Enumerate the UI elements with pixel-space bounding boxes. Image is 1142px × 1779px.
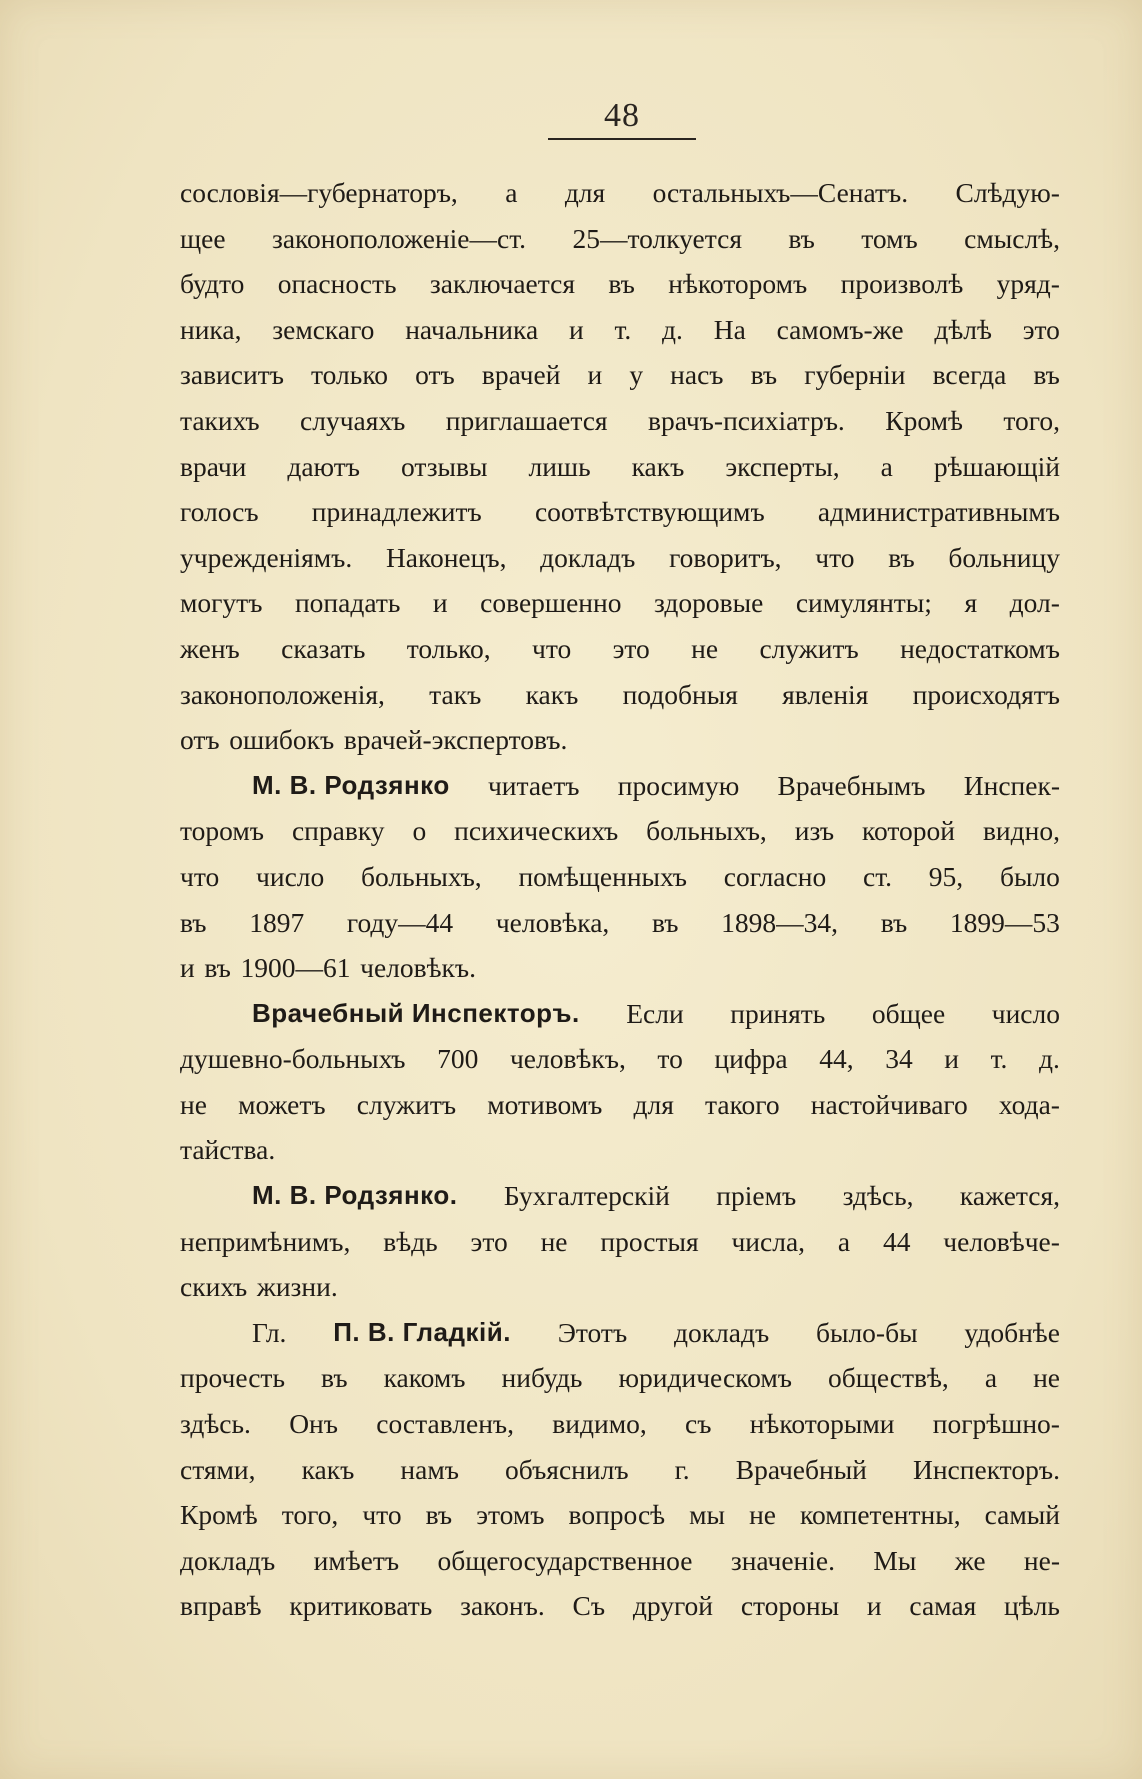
- word: говоритъ,: [669, 541, 782, 573]
- word: психическихъ: [454, 815, 619, 847]
- word: земскаго: [272, 313, 375, 345]
- word: а: [505, 177, 518, 208]
- word: начальника: [405, 313, 539, 345]
- word: ошибокъ: [229, 724, 335, 756]
- word: тайства.: [180, 1134, 276, 1166]
- text-line: [180, 1082, 1060, 1128]
- word: только: [311, 359, 389, 391]
- word: ст.: [862, 860, 893, 892]
- word: душевно-больныхъ: [180, 1043, 406, 1075]
- text-line: [180, 1447, 1060, 1493]
- word: человѣкъ.: [360, 952, 477, 984]
- text-line: [180, 1583, 1060, 1629]
- word: прочесть: [180, 1362, 285, 1394]
- speaker-name: П. В. Гладкій.: [333, 1316, 511, 1347]
- word: т.: [990, 1043, 1008, 1075]
- word: я: [964, 587, 978, 619]
- text-line: [180, 991, 1060, 1037]
- word: пріемъ: [716, 1180, 797, 1212]
- text-line: [180, 1127, 1060, 1173]
- text-line: [180, 1310, 1060, 1356]
- word: административнымъ: [817, 496, 1060, 528]
- word: докладъ: [180, 1544, 276, 1576]
- word: только,: [406, 632, 491, 664]
- text-line: [180, 489, 1060, 535]
- word: того,: [281, 1499, 339, 1531]
- word: происходятъ: [912, 678, 1060, 710]
- speaker-name: М. В. Родзянко: [252, 769, 450, 800]
- word: жизни.: [256, 1271, 338, 1303]
- word: что: [815, 541, 855, 573]
- word: непримѣнимъ,: [180, 1225, 351, 1257]
- speaker-name: М. В. Родзянко.: [252, 1180, 458, 1211]
- word: а: [837, 1225, 851, 1257]
- word: нибудь: [501, 1362, 583, 1394]
- word: врачей: [481, 359, 561, 391]
- word: обществѣ,: [827, 1362, 949, 1394]
- text-line: [180, 626, 1060, 672]
- word: нѣкоторыми: [749, 1408, 895, 1440]
- word: и: [568, 313, 584, 345]
- speaker-prefix: Гл.: [252, 1316, 287, 1348]
- word: общегосударственное: [437, 1544, 693, 1576]
- word: году—44: [346, 906, 454, 938]
- word: это: [470, 1225, 508, 1257]
- word: и: [866, 1590, 882, 1622]
- word: здѣсь,: [842, 1180, 914, 1212]
- word: 1898—34,: [721, 906, 839, 938]
- page-header: [548, 96, 696, 140]
- word: какъ: [301, 1453, 355, 1485]
- text-line: [180, 1173, 1060, 1219]
- word: общее: [871, 997, 946, 1029]
- word: учрежденіямъ.: [180, 541, 353, 573]
- text-line: [180, 170, 1060, 216]
- word: въ: [888, 541, 915, 573]
- word: мотивомъ: [487, 1088, 603, 1120]
- word: а: [880, 450, 893, 482]
- word: Кромѣ: [180, 1499, 258, 1531]
- word: вопросѣ: [568, 1499, 666, 1531]
- text-line: [180, 216, 1060, 262]
- word: соотвѣтствующимъ: [534, 496, 765, 528]
- word: видимо,: [552, 1408, 647, 1440]
- word: не: [691, 632, 719, 664]
- word: въ: [1033, 359, 1060, 391]
- word: докладъ: [540, 541, 636, 573]
- word: уряд-: [996, 268, 1060, 300]
- text-line: [180, 1538, 1060, 1584]
- word: видно,: [982, 815, 1060, 847]
- word: число: [991, 997, 1060, 1029]
- word: 44,: [819, 1043, 854, 1075]
- word: 1900—61: [240, 952, 351, 984]
- text-line: [180, 672, 1060, 718]
- word: врачей-экспертовъ.: [343, 724, 568, 756]
- word: какомъ: [383, 1362, 466, 1394]
- word: мы: [689, 1499, 726, 1531]
- word: для: [564, 177, 606, 208]
- word: цифра: [714, 1043, 788, 1075]
- text-line: [180, 945, 1060, 991]
- word: принадлежитъ: [311, 496, 482, 528]
- word: стями,: [180, 1453, 256, 1485]
- text-line: [180, 261, 1060, 307]
- word: насъ: [670, 359, 724, 391]
- word: служитъ: [759, 632, 859, 664]
- word: отъ: [415, 359, 455, 391]
- word: въ: [608, 268, 635, 300]
- word: что: [180, 860, 220, 892]
- word: въ: [180, 906, 207, 938]
- word: самомъ-же: [776, 313, 904, 345]
- word: можетъ: [238, 1088, 326, 1120]
- word: Инспек-: [963, 769, 1060, 801]
- word: въ: [425, 1499, 453, 1531]
- word: здѣсь.: [180, 1408, 251, 1440]
- word: Врачебнымъ: [777, 769, 926, 801]
- word: Слѣдую-: [955, 177, 1060, 208]
- word: остальныхъ—Сенатъ.: [652, 177, 909, 208]
- word: объяснилъ: [505, 1453, 629, 1485]
- word: ника,: [180, 313, 242, 345]
- word: справку: [291, 815, 385, 847]
- word: т.: [614, 313, 632, 345]
- word: г.: [674, 1453, 690, 1485]
- word: помѣщенныхъ: [518, 860, 687, 892]
- word: больницу: [948, 541, 1060, 573]
- word: какъ: [631, 450, 685, 482]
- word: рѣшающій: [933, 450, 1060, 482]
- text-line: [180, 1355, 1060, 1401]
- word: такого: [705, 1088, 780, 1120]
- text-line: [180, 1264, 1060, 1310]
- word: не: [749, 1499, 777, 1531]
- word: Съ: [572, 1590, 606, 1622]
- word: лишь: [528, 450, 591, 482]
- word: Если: [626, 997, 684, 1029]
- speaker-name: Врачебный Инспекторъ.: [252, 997, 580, 1028]
- word: здоровые: [654, 587, 764, 619]
- word: Врачебный: [735, 1453, 867, 1485]
- word: самая: [909, 1590, 977, 1622]
- word: томъ: [861, 222, 918, 254]
- word: изъ: [794, 815, 835, 847]
- word: намъ: [400, 1453, 459, 1485]
- word: Этотъ: [557, 1316, 628, 1348]
- word: щее: [180, 222, 226, 254]
- word: значеніе.: [730, 1544, 835, 1576]
- word: въ: [750, 359, 778, 391]
- word: Инспекторъ.: [912, 1453, 1060, 1485]
- word: Кромѣ: [885, 404, 963, 436]
- word: число: [256, 860, 325, 892]
- word: отзывы: [400, 450, 488, 482]
- word: не: [540, 1225, 568, 1257]
- word: для: [633, 1088, 674, 1120]
- word: служитъ: [356, 1088, 457, 1120]
- word: сословія—губернаторъ,: [180, 177, 458, 208]
- word: этомъ: [476, 1499, 545, 1531]
- text-line: [180, 1492, 1060, 1538]
- word: которой: [862, 815, 955, 847]
- text-line: [180, 1401, 1060, 1447]
- word: имѣетъ: [313, 1544, 400, 1576]
- word: эксперты,: [725, 450, 840, 482]
- word: 44: [882, 1225, 911, 1257]
- word: въ: [204, 952, 231, 984]
- word: 34: [885, 1043, 913, 1075]
- text-line: [180, 352, 1060, 398]
- word: это: [1022, 313, 1060, 345]
- word: человѣкъ,: [509, 1043, 626, 1075]
- word: что: [362, 1499, 402, 1531]
- word: погрѣшно-: [932, 1408, 1060, 1440]
- page-number: 48: [604, 97, 640, 134]
- word: кажется,: [959, 1180, 1060, 1212]
- word: торомъ: [180, 815, 265, 847]
- word: хода-: [998, 1088, 1060, 1120]
- word: другой: [632, 1590, 714, 1622]
- word: губерніи: [804, 359, 906, 391]
- word: согласно: [723, 860, 827, 892]
- text-line: [180, 307, 1060, 353]
- word: числа,: [731, 1225, 806, 1257]
- word: Онъ: [289, 1408, 338, 1440]
- word: компетентны,: [800, 1499, 961, 1531]
- word: человѣче-: [943, 1225, 1060, 1257]
- word: того,: [1003, 404, 1060, 436]
- word: о: [412, 815, 427, 847]
- word: такъ: [429, 678, 482, 710]
- word: было: [999, 860, 1060, 892]
- word: съ: [685, 1408, 712, 1440]
- word: человѣка,: [495, 906, 610, 938]
- text-line: [180, 398, 1060, 444]
- word: больныхъ,: [646, 815, 767, 847]
- word: 1899—53: [949, 906, 1060, 938]
- word: всегда: [932, 359, 1007, 391]
- word: вправѣ: [180, 1590, 262, 1622]
- text-line: [180, 535, 1060, 581]
- word: читаетъ: [487, 769, 580, 801]
- word: законоположеніе—ст.: [271, 222, 527, 254]
- word: врачъ-психіатръ.: [648, 404, 845, 436]
- word: дѣлѣ: [934, 313, 992, 345]
- word: Мы: [873, 1544, 917, 1576]
- word: въ: [880, 906, 908, 938]
- word: сказать: [281, 632, 366, 664]
- word: принять: [730, 997, 826, 1029]
- header-rule: [548, 138, 696, 140]
- word: удобнѣе: [964, 1316, 1060, 1348]
- word: у: [629, 359, 644, 391]
- word: д.: [1039, 1043, 1060, 1075]
- word: недостаткомъ: [900, 632, 1060, 664]
- word: скихъ: [180, 1271, 248, 1303]
- word: могутъ: [180, 587, 263, 619]
- word: совершенно: [480, 587, 622, 619]
- word: нѣкоторомъ: [668, 268, 808, 300]
- text-line: [180, 808, 1060, 854]
- word: такихъ: [180, 404, 260, 436]
- word: заключается: [429, 268, 575, 300]
- word: произволѣ: [840, 268, 964, 300]
- word: какъ: [525, 678, 579, 710]
- word: врачи: [180, 450, 247, 482]
- word: просимую: [617, 769, 740, 801]
- word: цѣль: [1004, 1590, 1060, 1622]
- word: докладъ: [673, 1316, 770, 1348]
- word: же: [954, 1544, 986, 1576]
- word: симулянты;: [795, 587, 932, 619]
- word: приглашается: [445, 404, 608, 436]
- word: не: [180, 1088, 207, 1120]
- word: законоположенія,: [180, 678, 385, 710]
- body-text: [180, 170, 1060, 1629]
- word: 95,: [928, 860, 964, 892]
- word: зависитъ: [180, 359, 284, 391]
- text-line: [180, 900, 1060, 946]
- word: въ: [321, 1362, 348, 1394]
- word: больныхъ,: [361, 860, 482, 892]
- word: смыслѣ,: [964, 222, 1060, 254]
- word: и: [432, 587, 448, 619]
- word: На: [713, 313, 746, 345]
- word: явленія: [782, 678, 869, 710]
- word: 1897: [249, 906, 305, 938]
- word: опасность: [277, 268, 397, 300]
- word: настойчиваго: [810, 1088, 968, 1120]
- text-line: [180, 1036, 1060, 1082]
- text-line: [180, 1219, 1060, 1265]
- word: женъ: [180, 632, 240, 664]
- word: и: [944, 1043, 960, 1075]
- word: въ: [788, 222, 815, 254]
- word: юридическомъ: [618, 1362, 792, 1394]
- word: не-: [1023, 1544, 1060, 1576]
- text-line: [180, 717, 1060, 763]
- word: въ: [651, 906, 679, 938]
- text-line: [180, 444, 1060, 490]
- word: критиковать: [289, 1590, 433, 1622]
- word: вѣдь: [383, 1225, 438, 1257]
- word: отъ: [180, 724, 220, 756]
- word: Наконецъ,: [385, 541, 507, 573]
- word: и: [587, 359, 603, 391]
- word: д.: [662, 313, 683, 345]
- word: 25—толкуется: [572, 222, 742, 254]
- word: самый: [984, 1499, 1060, 1531]
- word: было-бы: [815, 1316, 918, 1348]
- word: законъ.: [460, 1590, 545, 1622]
- word: будто: [180, 268, 245, 300]
- word: это: [612, 632, 650, 664]
- word: голосъ: [180, 496, 259, 528]
- word: не: [1033, 1362, 1060, 1394]
- text-line: [180, 763, 1060, 809]
- word: составленъ,: [376, 1408, 515, 1440]
- word: подобныя: [622, 678, 738, 710]
- word: что: [532, 632, 572, 664]
- word: стороны: [740, 1590, 840, 1622]
- word: простыя: [600, 1225, 699, 1257]
- word: Бухгалтерскій: [503, 1180, 670, 1212]
- word: то: [657, 1043, 683, 1075]
- word: и: [180, 952, 195, 984]
- text-line: [180, 854, 1060, 900]
- text-line: [180, 580, 1060, 626]
- word: а: [984, 1362, 998, 1394]
- word: 700: [437, 1043, 479, 1075]
- word: дол-: [1009, 587, 1060, 619]
- word: даютъ: [287, 450, 360, 482]
- word: попадать: [294, 587, 401, 619]
- word: случаяхъ: [300, 404, 406, 436]
